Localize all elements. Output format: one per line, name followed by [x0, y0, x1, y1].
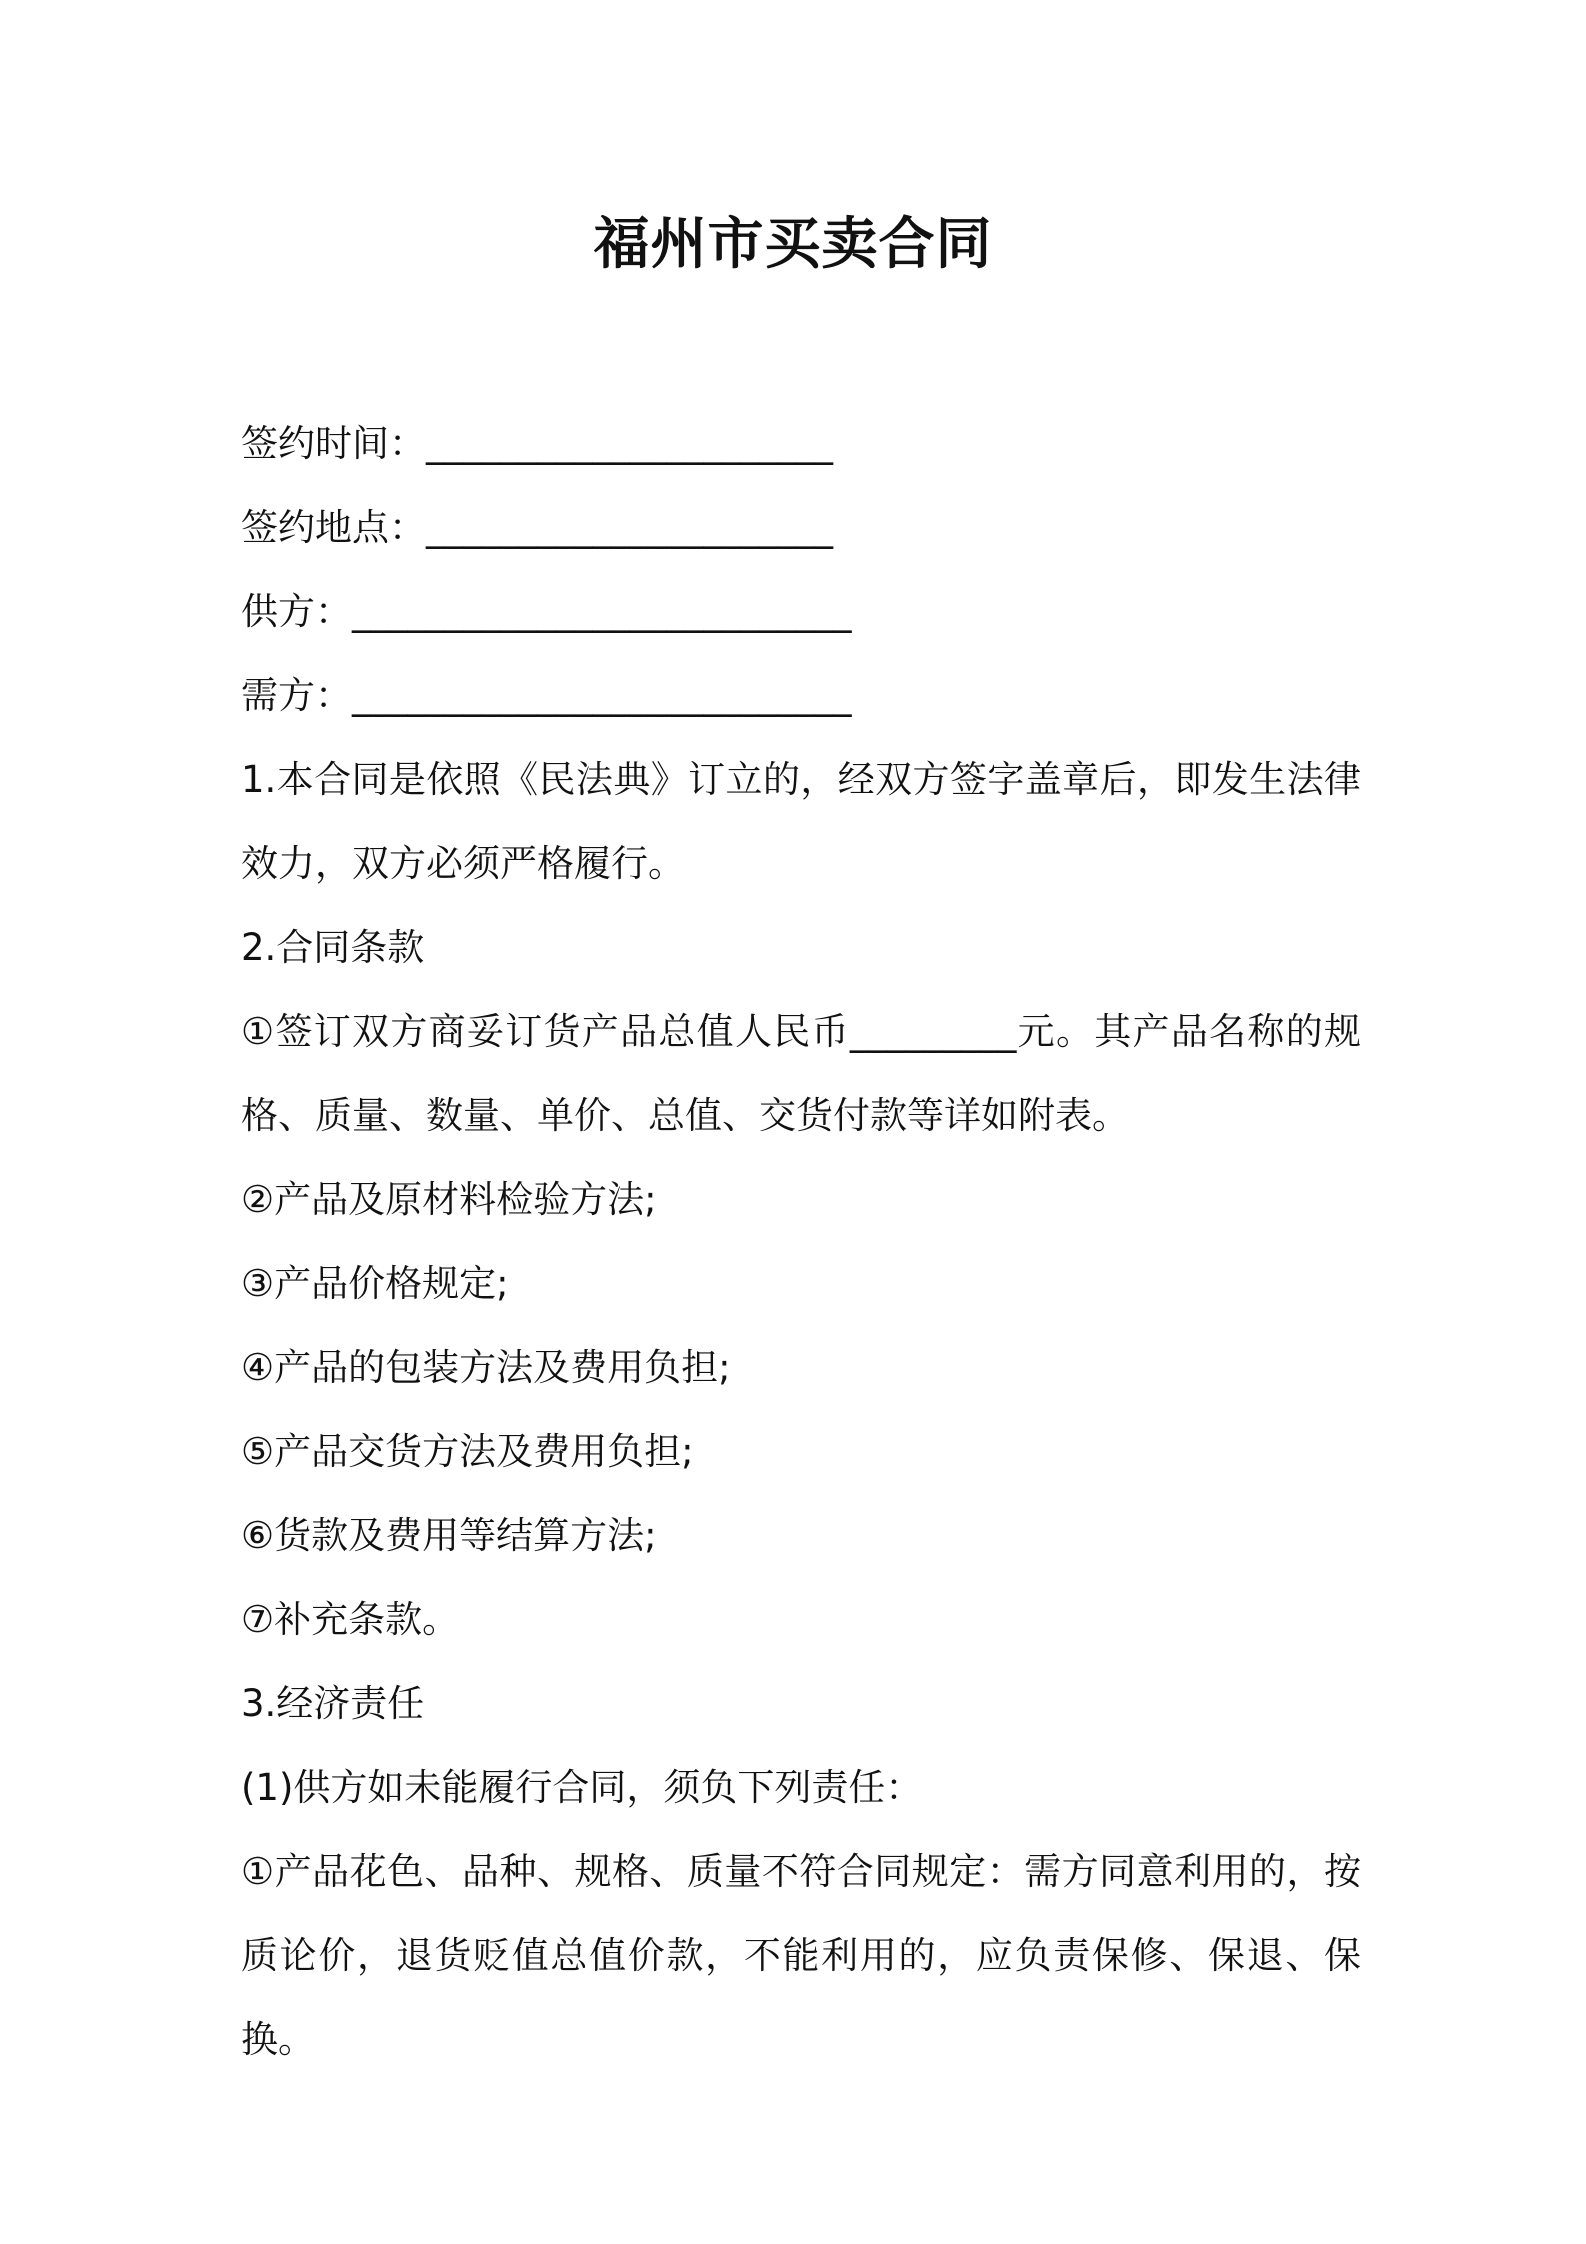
clause-2-item: ③产品价格规定;: [241, 1262, 509, 1305]
clause-2-item: ⑥货款及费用等结算方法;: [241, 1514, 657, 1557]
clause-1: 1.本合同是依照《民法典》订立的，经双方签字盖章后，即发生法律效力，双方必须严格履行。: [241, 758, 1361, 885]
document-body: [241, 402, 1361, 2082]
clause-2-item: ②产品及原材料检验方法;: [241, 1178, 657, 1221]
clause-2-item: ④产品的包装方法及费用负担;: [241, 1346, 731, 1389]
document-title: 福州市买卖合同: [593, 212, 993, 277]
supplier-field: 供方：___________________________: [241, 590, 852, 633]
buyer-field: 需方：___________________________: [241, 674, 852, 717]
signing-time-field: 签约时间：______________________: [241, 422, 833, 465]
signing-place-field: 签约地点：______________________: [241, 506, 833, 549]
clause-2-item: ⑦补充条款。: [241, 1598, 460, 1641]
clause-2-item-1: ①签订双方商妥订货产品总值人民币_________元。其产品名称的规格、质量、数量、单价、总值、交货付款等详如附表。: [241, 1010, 1361, 1137]
clause-3-item-1: ①产品花色、品种、规格、质量不符合同规定：需方同意利用的，按质论价，退货贬值总值价款，不能利用的，应负责保修、保退、保换。: [241, 1850, 1361, 2061]
clause-2-heading: 2.合同条款: [241, 926, 425, 969]
clause-3-heading: 3.经济责任: [241, 1682, 425, 1725]
clause-2-item: ⑤产品交货方法及费用负担;: [241, 1430, 694, 1473]
clause-3-subsection-1: (1)供方如未能履行合同，须负下列责任：: [241, 1766, 923, 1809]
